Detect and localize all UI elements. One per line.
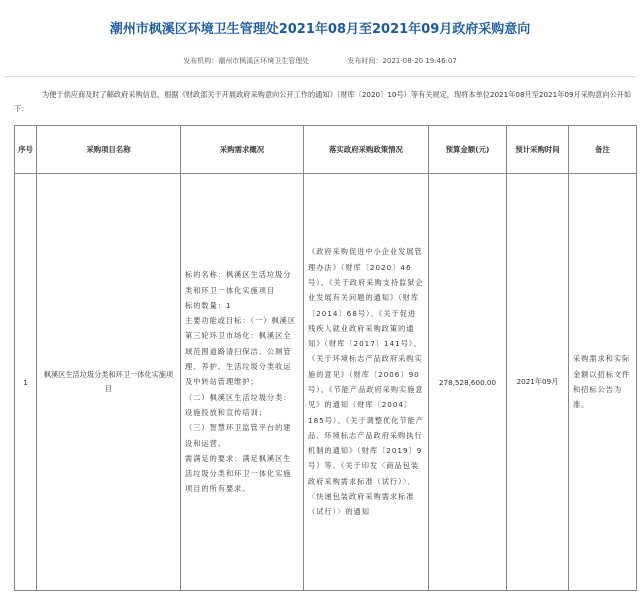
date-label: 发布时间： <box>347 57 383 65</box>
header-policy: 落实政府采购政策情况 <box>304 126 429 174</box>
page-title: 潮州市枫溪区环境卫生管理处2021年08月至2021年09月政府采购意向 <box>109 22 531 37</box>
header-name: 采购项目名称 <box>37 126 181 174</box>
cell-needs: 标的名称：枫溪区生活垃圾分类和环卫一体化实施项目 标的数量：1 主要功能或目标：（一）枫溪区第三轮环卫市场化：枫溪区全域范围道路清扫保洁、公厕管理、养护、生活垃圾分类收运及中转站管理维护； （二）枫溪区生活垃圾分类：设施投放和宣传培训； （三）智慧环卫监管平台的建设和运营。 需满足的要求：满足枫溪区生活垃圾分类和环卫一体化实施项目的所有要求。 <box>181 174 304 591</box>
publisher-label: 发布机构： <box>183 57 219 65</box>
date-value: 2021-08-20 19:46:07 <box>382 57 457 65</box>
header-budget: 预算金额(元) <box>429 126 507 174</box>
header-seq: 序号 <box>15 126 37 174</box>
cell-seq: 1 <box>15 174 37 591</box>
cell-time: 2021年09月 <box>507 174 569 591</box>
header-time: 预计采购时间 <box>507 126 569 174</box>
publish-meta <box>0 56 640 66</box>
header-needs: 采购需求概况 <box>181 126 304 174</box>
header-divider <box>4 76 636 77</box>
intro-paragraph: 为便于供应商及时了解政府采购信息，根据《财政部关于开展政府采购意向公开工作的通知》（财库〔2020〕10号）等有关规定，现将本单位2021年08月至2021年09月采购意向公开如下： <box>14 90 632 113</box>
cell-budget: 278,528,600.00 <box>429 174 507 591</box>
cell-note: 采购需求和实际金额以招标文件和招标公告为准。 <box>569 174 637 591</box>
header-note: 备注 <box>569 126 637 174</box>
cell-name: 枫溪区生活垃圾分类和环卫一体化实施项目 <box>37 174 181 591</box>
table-row <box>15 174 637 591</box>
table-header-row <box>15 126 637 174</box>
publisher-value: 潮州市枫溪区环境卫生管理处 <box>218 57 310 65</box>
date-info <box>347 57 456 65</box>
publisher-info <box>183 57 309 65</box>
cell-policy: 《政府采购促进中小企业发展管理办法》（财库〔2020〕46号）、《关于政府采购支持监狱企业发展有关问题的通知》（财库〔2014〕68号）、《关于促进残疾人就业政府采购政策的通知》（财库〔2017〕141号）、《关于环境标志产品政府采购实施的意见》（财库〔2006〕90号）、《节能产品政府采购实施意见》的通知（财库〔2004〕185号）、《关于调整优化节能产品、环境标志产品政府采购执行机制的通知》（财库〔2019〕9号）等、《关于印发〈商品包装政府采购需求标准（试行）〉、〈快递包装政府采购需求标准（试行）〉的通知 <box>304 174 429 591</box>
procurement-table <box>14 125 637 591</box>
